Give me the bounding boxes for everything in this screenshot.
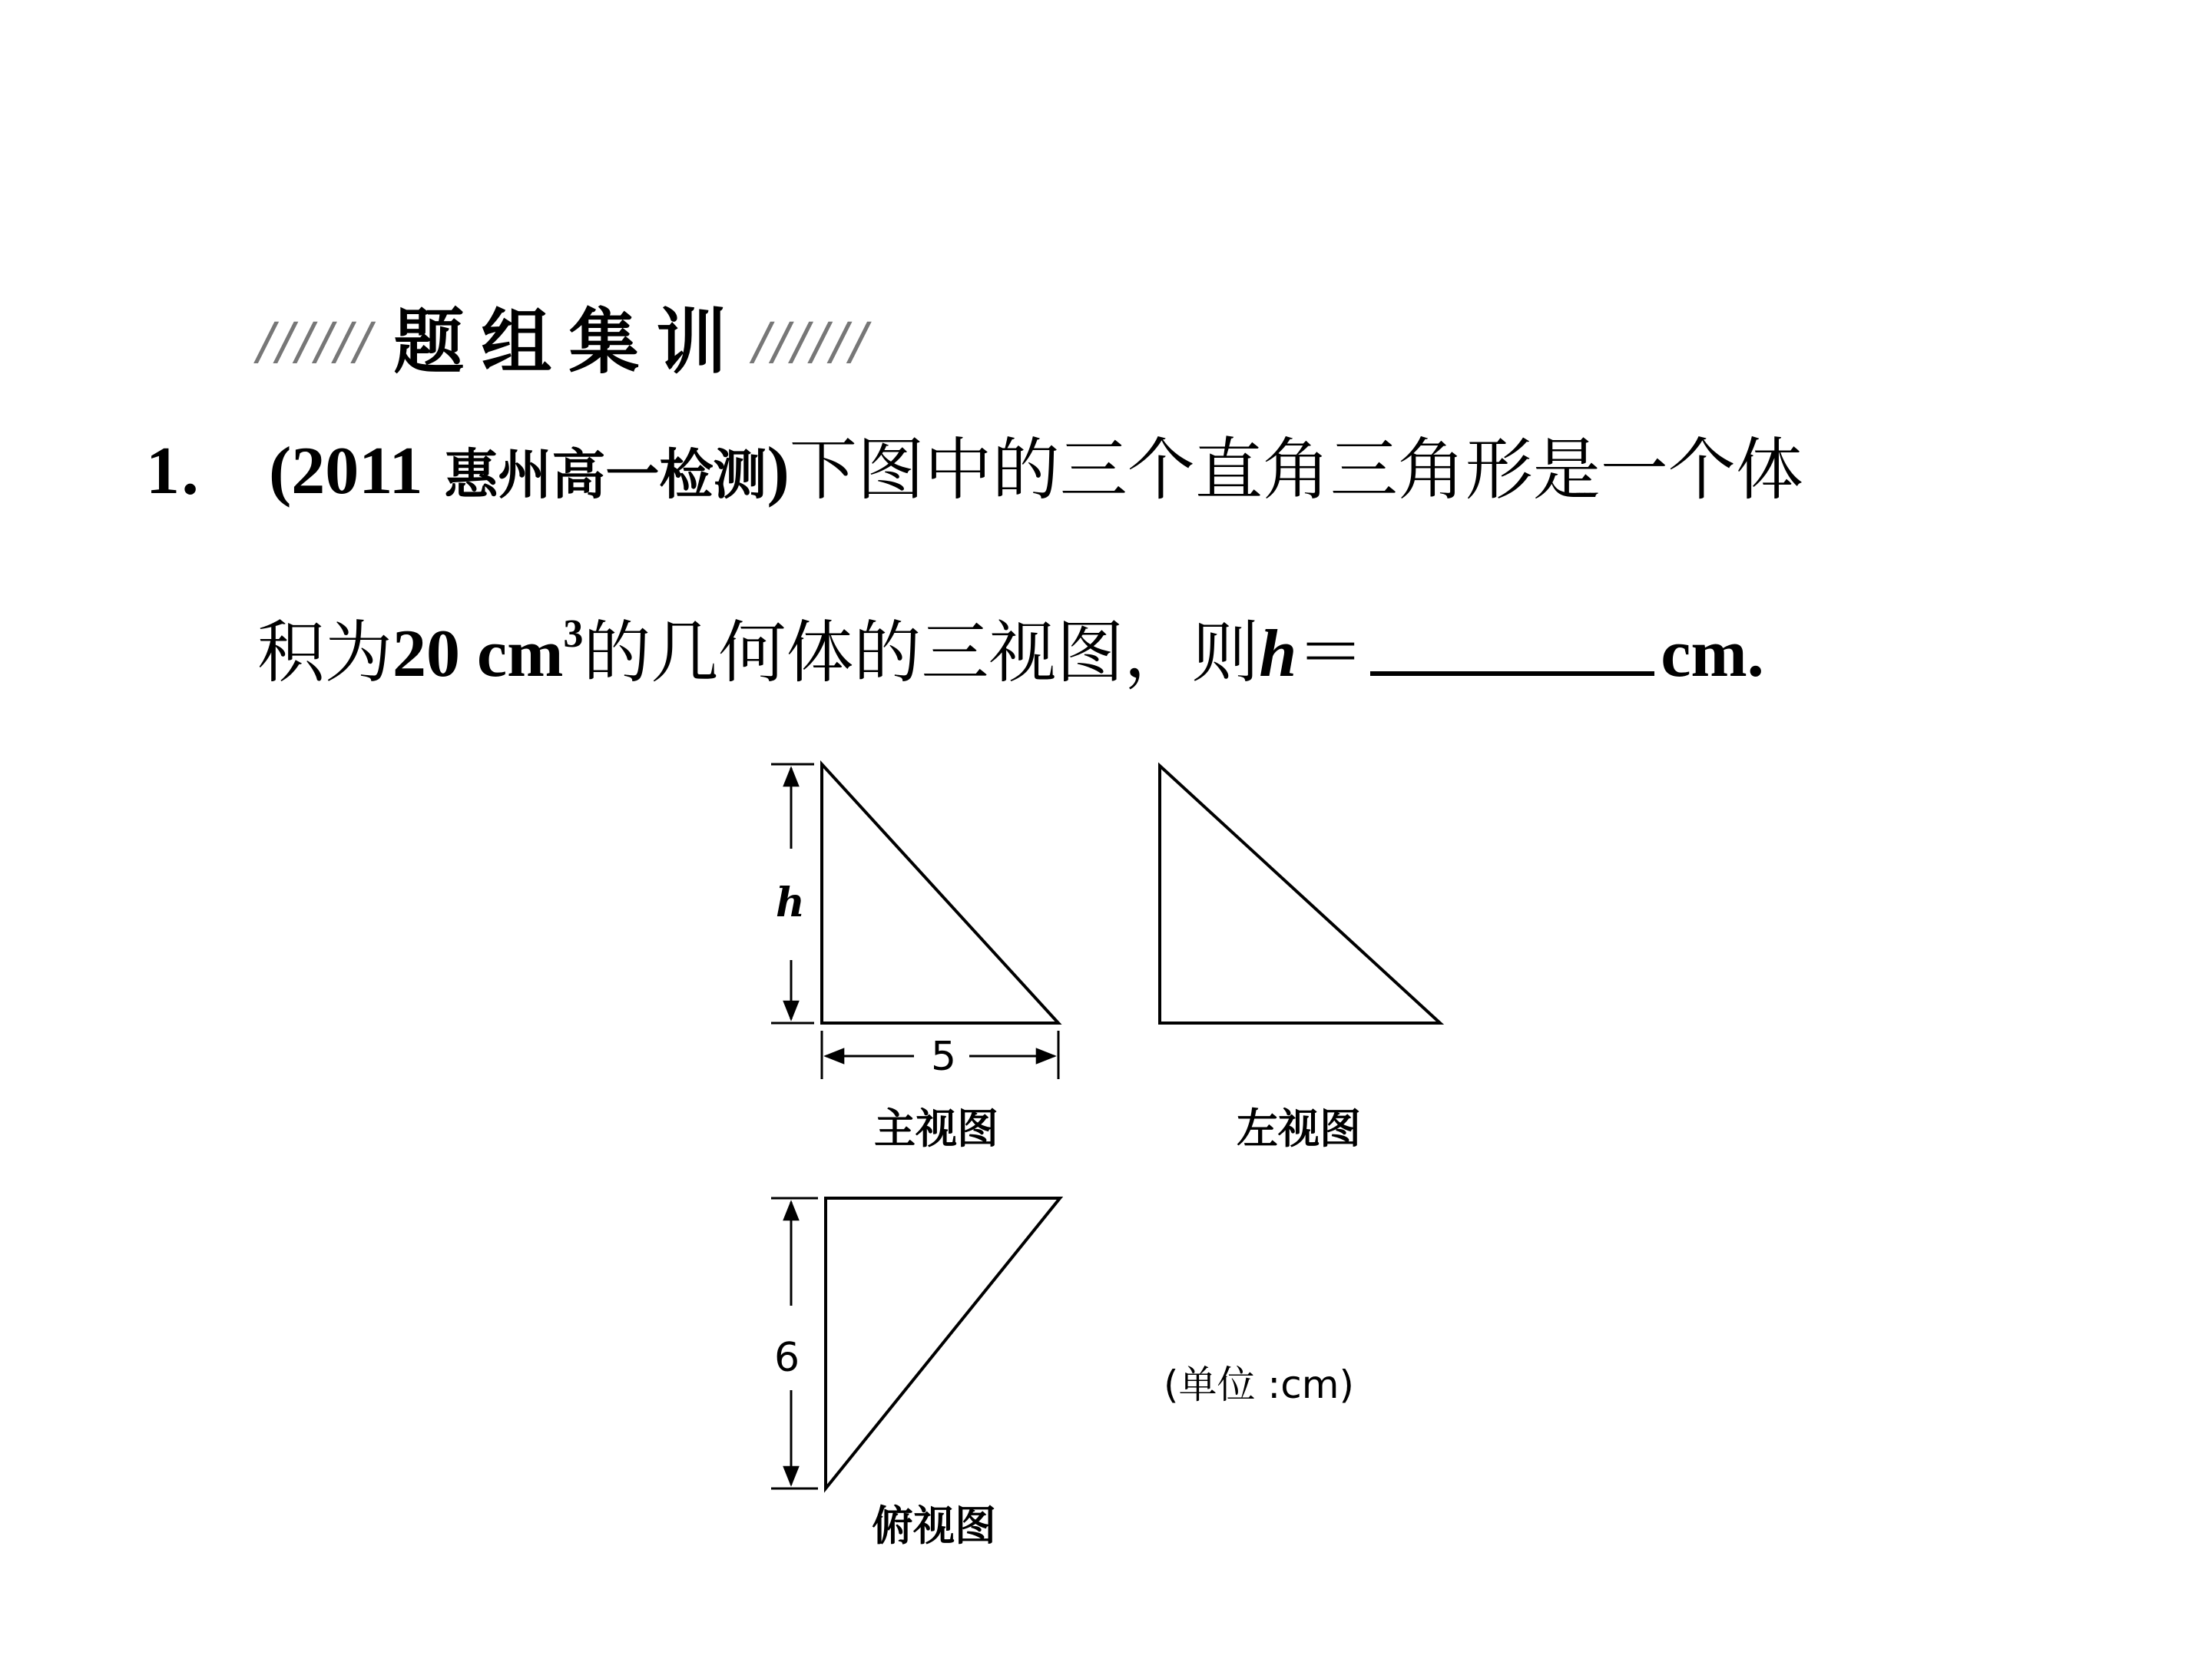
answer-unit: cm. [1661,617,1764,691]
side-view [1160,766,1440,1153]
width-label: 5 [931,1034,957,1080]
depth-label: 6 [774,1335,800,1381]
section-divider-right: ////// [753,312,869,371]
section-title: 题组集训 [393,300,744,383]
front-view-triangle [822,764,1058,1023]
equals-sign: ＝ [1296,613,1365,692]
question-text-prefix: 积为 [257,613,393,692]
height-label: h [776,879,805,926]
volume-exponent: 3 [563,612,584,656]
question-source-year: (2011 [269,434,423,508]
top-view [771,1198,1060,1550]
question-source-close: ) [767,434,790,508]
front-view-label: 主视图 [874,1104,998,1153]
unit-note: (单位 :cm) [1164,1363,1354,1407]
section-divider-left: ////// [257,312,374,371]
question-number: 1． [146,434,248,508]
question-text-line1: 下图中的三个直角三角形是一个体 [789,430,1803,509]
top-view-triangle [826,1198,1060,1488]
top-view-label: 俯视图 [872,1502,996,1550]
question-source-place: 惠州高一检测 [444,443,767,506]
volume-value: 20 cm [392,617,564,691]
front-view [771,764,1058,1153]
variable-h: h [1259,617,1297,691]
side-view-label: 左视图 [1237,1104,1361,1153]
question-text-middle: 的几何体的三视图，则 [583,613,1260,692]
side-view-triangle [1160,766,1440,1023]
